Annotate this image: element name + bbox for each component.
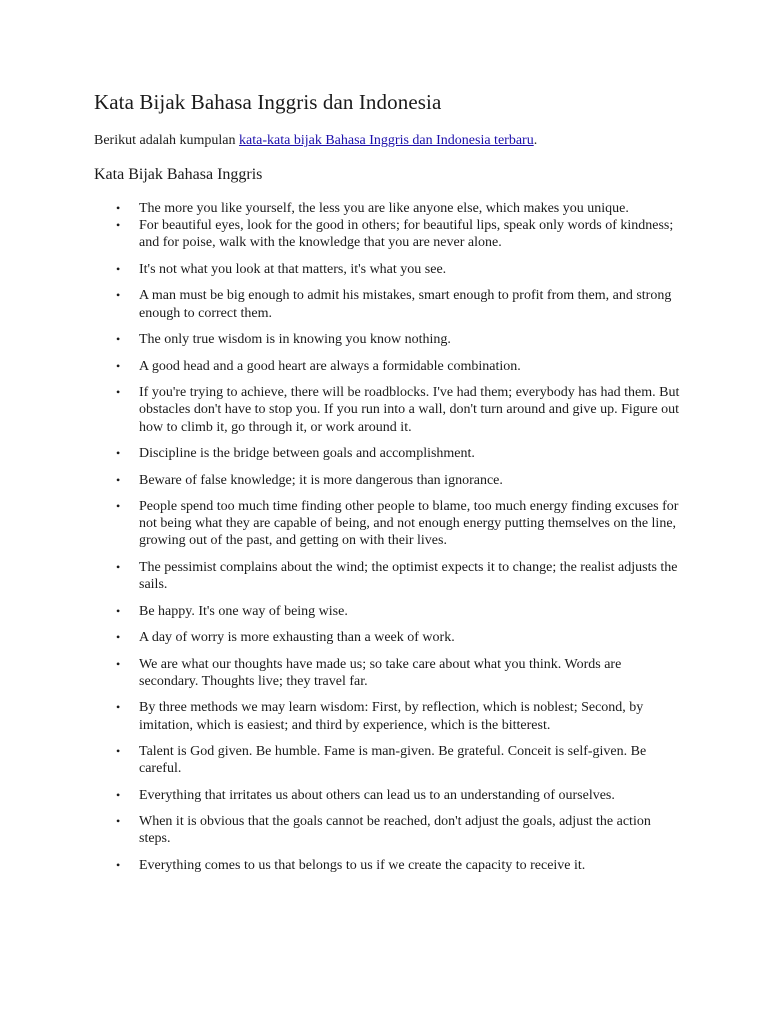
- bullet-icon: •: [116, 744, 121, 759]
- quote-text: For beautiful eyes, look for the good in others; for beautiful lips, speak only words of kindness; and for poise, walk with the knowledge that you are never alone.: [139, 218, 674, 251]
- bullet-icon: •: [116, 499, 121, 514]
- bullet-icon: •: [116, 857, 121, 872]
- quote-text: If you're trying to achieve, there will be roadblocks. I've had them; everybody has had them. But obstacles don't have to stop you. If you run into a wall, don't turn around and give up. Figure out how to climb it, go through it, or work around it.: [139, 385, 680, 435]
- quote-item: [94, 445, 684, 462]
- intro-suffix: .: [533, 133, 538, 148]
- bullet-icon: •: [116, 332, 121, 347]
- quote-text: Discipline is the bridge between goals and accomplishment.: [139, 446, 475, 462]
- quote-list: [94, 200, 684, 874]
- page-title: Kata Bijak Bahasa Inggris dan Indonesia: [94, 90, 442, 114]
- quote-item: [94, 498, 684, 550]
- quote-item: [94, 743, 684, 777]
- quote-item: [94, 287, 684, 321]
- quote-text: It's not what you look at that matters, it's what you see.: [139, 261, 447, 277]
- bullet-icon: •: [116, 472, 121, 487]
- document-page: [94, 88, 684, 883]
- bullet-icon: •: [116, 288, 121, 303]
- quote-text: A good head and a good heart are always a formidable combination.: [139, 358, 521, 374]
- quote-item: [94, 629, 684, 646]
- quote-text: A day of worry is more exhausting than a week of work.: [139, 630, 455, 646]
- bullet-icon: •: [116, 700, 121, 715]
- quote-text: People spend too much time finding other people to blame, too much energy finding excuses for not being what they are capable of being, and not enough energy putting themselves on the line, growing out of the past, and getting on with their lives.: [139, 499, 679, 549]
- quote-item: [94, 261, 684, 278]
- bullet-icon: •: [116, 603, 121, 618]
- quote-item: [94, 603, 684, 620]
- quote-text: Be happy. It's one way of being wise.: [139, 603, 348, 619]
- bullet-icon: •: [116, 814, 121, 829]
- bullet-icon: •: [116, 559, 121, 574]
- quote-item: [94, 200, 684, 217]
- quote-text: The only true wisdom is in knowing you know nothing.: [139, 332, 451, 348]
- quote-text: By three methods we may learn wisdom: First, by reflection, which is noblest; Second, by imitation, which is easiest; and third by experience, which is the bitterest.: [139, 700, 644, 733]
- quote-text: Talent is God given. Be humble. Fame is man-given. Be grateful. Conceit is self-given. Be careful.: [139, 744, 647, 777]
- quote-item: [94, 472, 684, 489]
- bullet-icon: •: [116, 630, 121, 645]
- quote-text: Everything comes to us that belongs to us if we create the capacity to receive it.: [139, 857, 586, 873]
- quote-text: The pessimist complains about the wind; the optimist expects it to change; the realist adjusts the sails.: [139, 559, 678, 593]
- quote-item: [94, 559, 684, 593]
- section-heading: Kata Bijak Bahasa Inggris: [94, 166, 263, 183]
- bullet-icon: •: [116, 656, 121, 671]
- quote-item: [94, 217, 684, 251]
- bullet-icon: •: [116, 261, 121, 276]
- bullet-icon: •: [116, 218, 121, 233]
- quote-text: We are what our thoughts have made us; so take care about what you think. Words are secondary. Thoughts live; they travel far.: [139, 656, 622, 689]
- bullet-icon: •: [116, 446, 121, 461]
- quote-item: [94, 331, 684, 348]
- intro-prefix: Berikut adalah kumpulan: [94, 133, 240, 148]
- quote-item: [94, 813, 684, 847]
- intro-paragraph: [94, 132, 684, 150]
- quote-text: When it is obvious that the goals cannot be reached, don't adjust the goals, adjust the action steps.: [139, 814, 651, 847]
- quote-item: [94, 384, 684, 436]
- quote-item: [94, 656, 684, 690]
- quote-text: Beware of false knowledge; it is more dangerous than ignorance.: [139, 472, 503, 488]
- quote-text: A man must be big enough to admit his mistakes, smart enough to profit from them, and strong enough to correct them.: [139, 288, 672, 321]
- quote-text: The more you like yourself, the less you are like anyone else, which makes you unique.: [139, 201, 629, 216]
- bullet-icon: •: [116, 787, 121, 802]
- intro-link[interactable]: kata-kata bijak Bahasa Inggris dan Indonesia terbaru: [239, 133, 534, 148]
- quote-text: Everything that irritates us about others can lead us to an understanding of ourselves.: [139, 787, 615, 803]
- quote-item: [94, 358, 684, 375]
- bullet-icon: •: [116, 201, 121, 215]
- quote-item: [94, 857, 684, 874]
- quote-item: [94, 787, 684, 804]
- quote-item: [94, 699, 684, 733]
- bullet-icon: •: [116, 358, 121, 373]
- bullet-icon: •: [116, 385, 121, 400]
